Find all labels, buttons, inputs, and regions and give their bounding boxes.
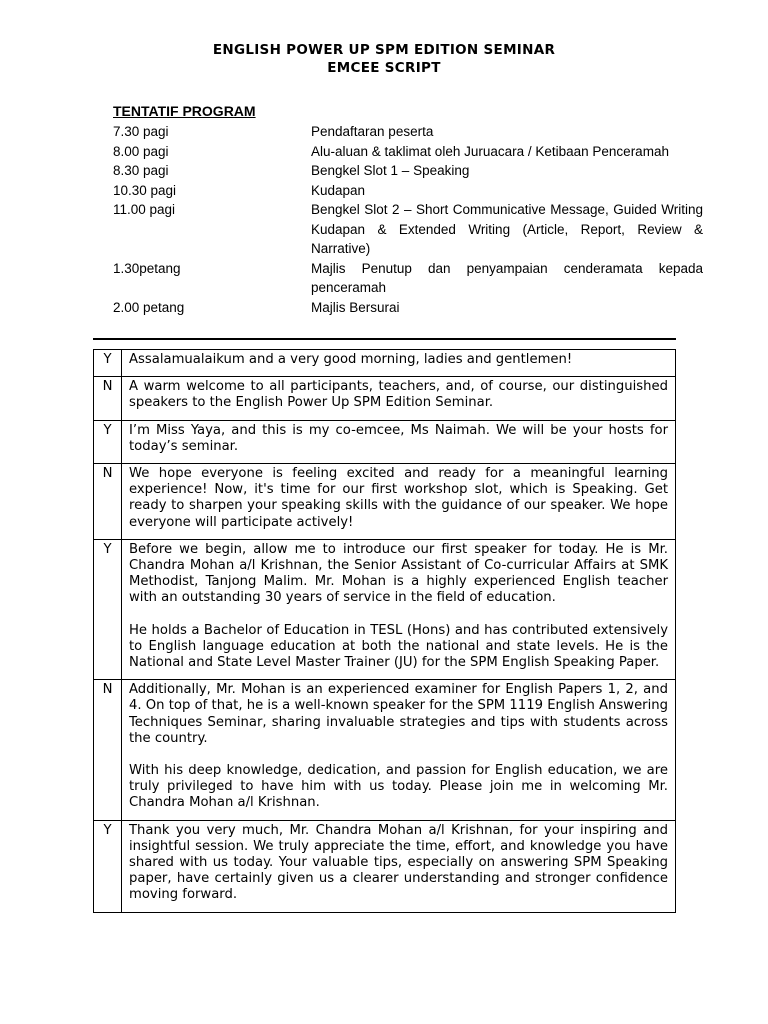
document-subtitle: EMCEE SCRIPT [327, 60, 441, 76]
program-item [113, 142, 703, 162]
program-time: 2.00 petang [113, 299, 185, 315]
script-row [94, 539, 676, 679]
script-text-cell [122, 539, 676, 679]
script-row [94, 377, 676, 420]
program-item [113, 298, 703, 318]
script-text-cell [122, 820, 676, 912]
program-time: 7.30 pagi [113, 124, 169, 139]
program-rows [113, 122, 703, 317]
program-item [113, 161, 703, 181]
script-paragraph: Additionally, Mr. Mohan is an experienced examiner for English Papers 1, 2, and 4. On top of that, he is a well-known speaker for the SPM 1119 English Answering Techniques Seminar, sharing invaluable strategies and tips with students across the country. [129, 682, 668, 746]
program-activity: Alu-aluan & taklimat oleh Juruacara / Ketibaan Penceramah [311, 143, 669, 159]
program-heading: TENTATIF PROGRAM [113, 103, 256, 119]
script-text-cell [122, 680, 676, 820]
speaker-cell: N [94, 680, 122, 820]
emcee-script-table [93, 349, 676, 913]
program-time: 1.30petang [113, 260, 181, 276]
script-paragraph: Thank you very much, Mr. Chandra Mohan a/l Krishnan, for your inspiring and insightful session. We truly appreciate the time, effort, and knowledge you have shared with us today. Your valuable tips, especially on answering SPM Speaking paper, have certainly given us a clearer understanding and stronger confidence moving forward. [129, 822, 668, 903]
script-paragraph: A warm welcome to all participants, teachers, and, of course, our distinguished speakers to the English Power Up SPM Edition Seminar. [129, 379, 668, 411]
program-item [113, 200, 703, 259]
program-schedule [113, 102, 703, 317]
program-time: 10.30 pagi [113, 182, 177, 198]
program-item [113, 122, 703, 142]
speaker-cell: Y [94, 539, 122, 679]
document-title: ENGLISH POWER UP SPM EDITION SEMINAR [212, 42, 556, 58]
program-time: 11.00 pagi [113, 202, 176, 217]
speaker-cell: Y [94, 420, 122, 463]
script-paragraph: Assalamualaikum and a very good morning, ladies and gentlemen! [129, 352, 573, 367]
script-paragraph: With his deep knowledge, dedication, and passion for English education, we are truly privileged to have him with us today. Please join me in welcoming Mr. Chandra Mohan a/l Krishnan. [129, 763, 668, 811]
program-activity: Majlis Penutup dan penyampaian cenderamata kepada penceramah [311, 260, 703, 295]
script-text-cell [122, 377, 676, 420]
speaker-cell: Y [94, 820, 122, 912]
program-time: 8.00 pagi [113, 143, 169, 159]
script-row [94, 350, 676, 377]
speaker-cell: Y [94, 350, 122, 377]
script-text-cell [122, 420, 676, 463]
program-activity: Bengkel Slot 2 – Short Communicative Message, Guided Writing Kudapan & Extended Writing (Article, Report, Review & Narrative) [311, 202, 703, 256]
script-text-cell [122, 350, 676, 377]
speaker-cell: N [94, 377, 122, 420]
script-text-cell [122, 464, 676, 540]
program-activity: Majlis Bersurai [311, 299, 400, 315]
script-paragraph: We hope everyone is feeling excited and ready for a meaningful learning experience! Now, it's time for our first workshop slot, which is Speaking. Get ready to sharpen your speaking skills with the guidance of our speaker. We hope everyone will participate actively! [129, 466, 668, 530]
program-activity: Pendaftaran peserta [311, 124, 434, 139]
script-row [94, 464, 676, 540]
script-row [94, 680, 676, 820]
speaker-cell: N [94, 464, 122, 540]
program-activity: Kudapan [311, 182, 366, 198]
script-row [94, 420, 676, 463]
program-item [113, 259, 703, 298]
program-item [113, 181, 703, 201]
program-activity: Bengkel Slot 1 – Speaking [311, 163, 470, 178]
program-time: 8.30 pagi [113, 163, 169, 178]
section-divider [93, 338, 676, 340]
script-paragraph: Before we begin, allow me to introduce our first speaker for today. He is Mr. Chandra Mohan a/l Krishnan, the Senior Assistant of Co-curricular Affairs at SMK Methodist, Tanjong Malim. Mr. Mohan is a highly experienced English teacher with an outstanding 30 years of service in the field of education. [129, 541, 668, 606]
script-paragraph: I’m Miss Yaya, and this is my co-emcee, Ms Naimah. We will be your hosts for today’s seminar. [129, 422, 668, 454]
script-row [94, 820, 676, 912]
script-paragraph: He holds a Bachelor of Education in TESL (Hons) and has contributed extensively to English language education at both the national and state levels. He is the National and State Level Master Trainer (JU) for the SPM English Speaking Paper. [129, 622, 668, 671]
